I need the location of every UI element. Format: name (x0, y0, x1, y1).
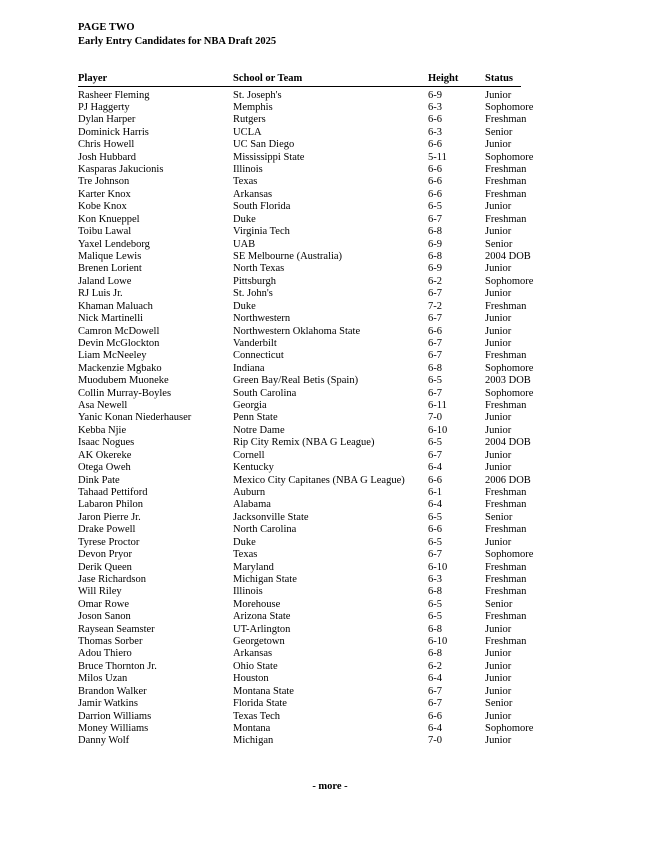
cell-height: 6-9 (428, 238, 442, 250)
cell-height: 6-7 (428, 350, 442, 362)
cell-player: Chris Howell (78, 139, 135, 151)
cell-status: Sophomore (485, 549, 534, 561)
table-row (78, 549, 534, 561)
cell-school: Michigan State (233, 573, 297, 585)
cell-school: Notre Dame (233, 424, 285, 436)
table-row (78, 698, 521, 710)
table-row (78, 300, 527, 313)
cell-status: Junior (485, 337, 512, 349)
cell-player: Josh Hubbard (78, 151, 137, 163)
table-row (78, 673, 521, 685)
cell-height: 6-5 (428, 611, 442, 623)
cell-status: Sophomore (485, 362, 534, 374)
document-content (78, 21, 534, 748)
cell-height: 6-7 (428, 288, 442, 300)
table-row (78, 127, 521, 139)
cell-status: Freshman (485, 114, 527, 126)
table-row (78, 350, 527, 362)
cell-height: 6-2 (428, 660, 442, 672)
cell-status: Junior (485, 226, 512, 238)
cell-player: Brenen Lorient (78, 263, 142, 275)
cell-height: 6-6 (428, 176, 442, 188)
cell-status: Junior (485, 263, 512, 275)
table-row (78, 586, 527, 598)
cell-school: Mexico City Capitanes (NBA G League) (233, 474, 405, 486)
more-page-indicator: - more - (312, 781, 348, 792)
cell-height: 6-5 (428, 536, 442, 548)
cell-status: Junior (485, 201, 512, 213)
cell-status: Junior (485, 685, 512, 697)
table-row (78, 226, 521, 238)
cell-status: Sophomore (485, 387, 534, 399)
cell-status: Senior (485, 238, 513, 250)
cell-school: Vanderbilt (233, 337, 277, 349)
cell-status: Junior (485, 449, 512, 461)
cell-player: Kasparas Jakucionis (78, 164, 164, 176)
cell-player: Collin Murray-Boyles (78, 387, 172, 399)
cell-school: Texas (233, 549, 258, 561)
cell-player: Devin McGlockton (78, 337, 160, 349)
table-row (78, 412, 521, 424)
cell-height: 6-4 (428, 499, 442, 511)
table-row (78, 648, 521, 660)
cell-school: Ohio State (233, 660, 278, 672)
cell-status: 2006 DOB (485, 474, 531, 486)
cell-school: South Carolina (233, 387, 297, 399)
cell-status: Junior (485, 424, 512, 436)
cell-status: Freshman (485, 499, 527, 511)
cell-status: Freshman (485, 350, 527, 362)
cell-height: 6-9 (428, 263, 442, 275)
cell-status: 2004 DOB (485, 250, 531, 262)
cell-school: Kentucky (233, 462, 274, 474)
cell-status: Freshman (485, 300, 527, 312)
table-row (78, 524, 527, 536)
cell-player: Thomas Sorber (78, 636, 143, 648)
cell-status: Freshman (485, 573, 527, 585)
cell-school: Auburn (233, 487, 266, 498)
cell-status: Sophomore (485, 723, 534, 735)
cell-school: Penn State (233, 412, 278, 424)
cell-height: 6-7 (428, 313, 442, 325)
table-row (78, 735, 521, 747)
cell-player: Camron McDowell (78, 325, 160, 337)
table-row (78, 176, 527, 188)
cell-status: Freshman (485, 586, 527, 598)
cell-height: 6-8 (428, 362, 442, 374)
cell-height: 7-0 (428, 412, 442, 424)
table-row (78, 624, 521, 636)
cell-player: Isaac Nogues (78, 437, 135, 449)
cell-status: Junior (485, 288, 512, 300)
cell-status: Freshman (485, 524, 527, 536)
table-row (78, 499, 527, 511)
cell-height: 6-5 (428, 598, 442, 610)
table-row (78, 437, 531, 449)
cell-player: Nick Martinelli (78, 313, 144, 325)
table-row (78, 573, 527, 586)
cell-status: Junior (485, 673, 512, 685)
table-row (78, 387, 534, 400)
cell-player: Will Riley (78, 586, 122, 598)
table-row (78, 164, 527, 176)
table-row (78, 661, 521, 673)
cell-status: 2003 DOB (485, 375, 531, 387)
cell-status: 2004 DOB (485, 437, 531, 449)
table-row (78, 114, 527, 126)
cell-school: Maryland (233, 561, 274, 573)
cell-height: 7-2 (428, 300, 442, 312)
cell-height: 6-6 (428, 710, 442, 722)
cell-player: Asa Newell (78, 400, 128, 412)
cell-height: 5-11 (428, 151, 447, 163)
column-header-school: School or Team (233, 73, 303, 84)
cell-height: 6-11 (428, 400, 447, 412)
cell-school: Arkansas (233, 188, 273, 200)
table-row (78, 512, 521, 524)
cell-school: Texas Tech (233, 710, 281, 722)
cell-status: Freshman (485, 636, 527, 648)
cell-status: Freshman (485, 487, 527, 498)
cell-player: Kon Knueppel (78, 213, 140, 225)
cell-height: 6-1 (428, 487, 442, 498)
cell-player: Tre Johnson (78, 176, 130, 188)
cell-school: North Texas (233, 263, 285, 275)
cell-school: Houston (233, 673, 269, 685)
cell-school: UC San Diego (233, 139, 295, 151)
cell-player: Toibu Lawal (78, 226, 132, 238)
table-row (78, 188, 527, 201)
cell-school: Green Bay/Real Betis (Spain) (233, 375, 359, 387)
cell-player: Liam McNeeley (78, 350, 147, 362)
table-row (78, 686, 521, 698)
cell-height: 6-10 (428, 561, 448, 573)
cell-school: Virginia Tech (233, 226, 290, 238)
table-row (78, 151, 534, 164)
cell-player: Rasheer Fleming (78, 89, 150, 101)
cell-status: Junior (485, 462, 512, 474)
cell-status: Senior (485, 511, 513, 523)
cell-player: Labaron Philon (78, 499, 144, 511)
column-header-status: Status (485, 73, 514, 84)
cell-height: 6-4 (428, 723, 442, 735)
cell-school: Arkansas (233, 648, 273, 660)
document-title: Early Entry Candidates for NBA Draft 2025 (78, 36, 277, 47)
cell-height: 6-6 (428, 139, 442, 151)
cell-height: 6-7 (428, 213, 442, 225)
cell-school: UCLA (233, 126, 262, 138)
cell-school: North Carolina (233, 524, 297, 536)
cell-status: Freshman (485, 164, 527, 176)
table-body (78, 87, 534, 748)
cell-school: Morehouse (233, 598, 281, 610)
table-row (78, 275, 534, 288)
cell-player: Joson Sanon (78, 611, 131, 623)
cell-player: Raysean Seamster (78, 623, 155, 635)
column-header-player: Player (78, 73, 108, 84)
cell-height: 6-4 (428, 673, 442, 685)
cell-status: Junior (485, 313, 512, 325)
cell-height: 6-6 (428, 325, 442, 337)
cell-player: Adou Thiero (78, 648, 132, 660)
cell-status: Junior (485, 623, 512, 635)
cell-school: Rutgers (233, 114, 266, 126)
table-row (78, 537, 521, 549)
cell-height: 6-3 (428, 573, 442, 585)
cell-player: Malique Lewis (78, 250, 142, 262)
cell-player: Yanic Konan Niederhauser (78, 412, 192, 424)
cell-school: Arizona State (233, 611, 291, 623)
cell-height: 6-7 (428, 549, 442, 561)
cell-height: 6-7 (428, 685, 442, 697)
cell-school: Duke (233, 536, 256, 548)
cell-player: Tyrese Proctor (78, 536, 140, 548)
table-row (78, 101, 534, 114)
cell-player: Jase Richardson (78, 573, 146, 585)
cell-school: Montana (233, 723, 271, 735)
cell-height: 6-8 (428, 250, 442, 262)
cell-player: Dylan Harper (78, 114, 136, 126)
cell-player: Danny Wolf (78, 735, 130, 747)
cell-school: Florida State (233, 698, 287, 710)
table-row (78, 263, 521, 275)
cell-player: Jamir Watkins (78, 698, 138, 710)
cell-height: 6-3 (428, 101, 442, 113)
cell-school: Jacksonville State (233, 511, 309, 523)
cell-height: 6-7 (428, 449, 442, 461)
column-header-height: Height (428, 73, 459, 84)
cell-height: 6-8 (428, 623, 442, 635)
cell-school: Montana State (233, 685, 294, 697)
cell-school: Alabama (233, 499, 271, 511)
cell-status: Sophomore (485, 151, 534, 163)
cell-status: Sophomore (485, 275, 534, 287)
cell-height: 6-8 (428, 648, 442, 660)
cell-school: Duke (233, 300, 256, 312)
table-row (78, 711, 521, 723)
cell-status: Junior (485, 648, 512, 660)
cell-height: 6-9 (428, 89, 442, 101)
cell-player: Darrion Williams (78, 710, 152, 722)
candidates-table (78, 73, 534, 748)
table-row (78, 723, 534, 735)
table-row (78, 474, 531, 487)
table-row (78, 462, 521, 474)
cell-player: Yaxel Lendeborg (78, 238, 150, 250)
cell-status: Senior (485, 698, 513, 710)
cell-player: Kobe Knox (78, 201, 127, 213)
cell-status: Junior (485, 412, 512, 424)
cell-school: Rip City Remix (NBA G League) (233, 437, 375, 449)
cell-school: UT-Arlington (233, 623, 291, 635)
cell-school: South Florida (233, 201, 291, 213)
table-row (78, 239, 521, 251)
cell-school: Mississippi State (233, 151, 305, 163)
cell-height: 6-6 (428, 524, 442, 536)
cell-status: Junior (485, 325, 512, 337)
cell-status: Junior (485, 735, 512, 747)
table-row (78, 362, 534, 375)
cell-player: Jaland Lowe (78, 275, 132, 287)
page-number-label: PAGE TWO (78, 22, 135, 33)
table-row (78, 326, 521, 338)
cell-status: Senior (485, 598, 513, 610)
cell-status: Freshman (485, 561, 527, 573)
cell-school: St. John's (233, 288, 273, 300)
table-row (78, 338, 521, 350)
cell-height: 6-4 (428, 462, 442, 474)
cell-player: Derik Queen (78, 561, 132, 573)
cell-height: 6-5 (428, 511, 442, 523)
cell-school: Georgetown (233, 636, 285, 648)
table-row (78, 313, 521, 325)
cell-player: Otega Oweh (78, 462, 131, 474)
table-row (78, 425, 521, 437)
cell-player: Dink Pate (78, 474, 120, 486)
cell-status: Freshman (485, 400, 527, 412)
cell-school: Duke (233, 213, 256, 225)
table-row (78, 201, 521, 213)
cell-school: Illinois (233, 164, 263, 176)
cell-player: RJ Luis Jr. (78, 288, 123, 300)
cell-player: Drake Powell (78, 524, 136, 536)
table-row (78, 213, 527, 226)
table-row (78, 90, 521, 102)
cell-status: Freshman (485, 176, 527, 188)
cell-school: Connecticut (233, 350, 284, 362)
cell-player: Mackenzie Mgbako (78, 362, 162, 374)
cell-status: Freshman (485, 611, 527, 623)
cell-school: Texas (233, 176, 258, 188)
table-header-row (78, 73, 521, 87)
cell-status: Junior (485, 710, 512, 722)
cell-height: 6-8 (428, 226, 442, 238)
cell-player: Omar Rowe (78, 598, 130, 610)
cell-status: Junior (485, 139, 512, 151)
table-row (78, 611, 527, 623)
cell-status: Junior (485, 536, 512, 548)
cell-height: 6-5 (428, 375, 442, 387)
cell-status: Freshman (485, 188, 527, 200)
cell-status: Sophomore (485, 101, 534, 113)
table-row (78, 139, 521, 151)
cell-status: Junior (485, 89, 512, 101)
cell-player: Bruce Thornton Jr. (78, 660, 157, 672)
cell-school: Northwestern Oklahoma State (233, 325, 361, 337)
table-row (78, 375, 531, 387)
cell-player: Muodubem Muoneke (78, 375, 169, 387)
cell-school: Indiana (233, 362, 265, 374)
table-row (78, 450, 521, 462)
cell-status: Freshman (485, 213, 527, 225)
cell-player: Milos Uzan (78, 673, 128, 685)
table-row (78, 250, 531, 263)
cell-player: Dominick Harris (78, 126, 149, 138)
cell-height: 6-6 (428, 114, 442, 126)
cell-height: 6-5 (428, 437, 442, 449)
cell-player: Khaman Maluach (78, 300, 153, 312)
cell-school: UAB (233, 238, 256, 250)
cell-status: Senior (485, 126, 513, 138)
cell-school: SE Melbourne (Australia) (233, 250, 343, 262)
cell-school: Georgia (233, 400, 267, 412)
table-row (78, 599, 521, 611)
cell-player: AK Okereke (78, 449, 132, 461)
cell-player: Karter Knox (78, 188, 131, 200)
cell-school: St. Joseph's (233, 89, 282, 101)
cell-school: Pittsburgh (233, 275, 276, 287)
cell-school: Northwestern (233, 313, 291, 325)
cell-height: 6-6 (428, 188, 442, 200)
cell-player: Brandon Walker (78, 685, 147, 697)
cell-player: Kebba Njie (78, 424, 127, 436)
cell-height: 6-5 (428, 201, 442, 213)
cell-player: Devon Pryor (78, 549, 132, 561)
cell-school: Michigan (233, 735, 274, 747)
cell-status: Junior (485, 660, 512, 672)
cell-height: 7-0 (428, 735, 442, 747)
cell-height: 6-6 (428, 474, 442, 486)
cell-height: 6-8 (428, 586, 442, 598)
cell-player: Jaron Pierre Jr. (78, 511, 141, 523)
cell-height: 6-7 (428, 387, 442, 399)
cell-height: 6-2 (428, 275, 442, 287)
table-row (78, 561, 527, 574)
table-row (78, 288, 521, 300)
cell-school: Cornell (233, 449, 265, 461)
cell-height: 6-3 (428, 126, 442, 138)
cell-height: 6-6 (428, 164, 442, 176)
table-row (78, 636, 527, 648)
cell-player: Money Williams (78, 723, 149, 735)
cell-height: 6-7 (428, 337, 442, 349)
cell-school: Illinois (233, 586, 263, 598)
cell-player: PJ Haggerty (78, 101, 130, 113)
cell-school: Memphis (233, 101, 273, 113)
table-row (78, 487, 527, 499)
cell-height: 6-7 (428, 698, 442, 710)
table-row (78, 400, 527, 412)
cell-height: 6-10 (428, 636, 448, 648)
cell-height: 6-10 (428, 424, 448, 436)
cell-player: Tahaad Pettiford (78, 487, 148, 498)
